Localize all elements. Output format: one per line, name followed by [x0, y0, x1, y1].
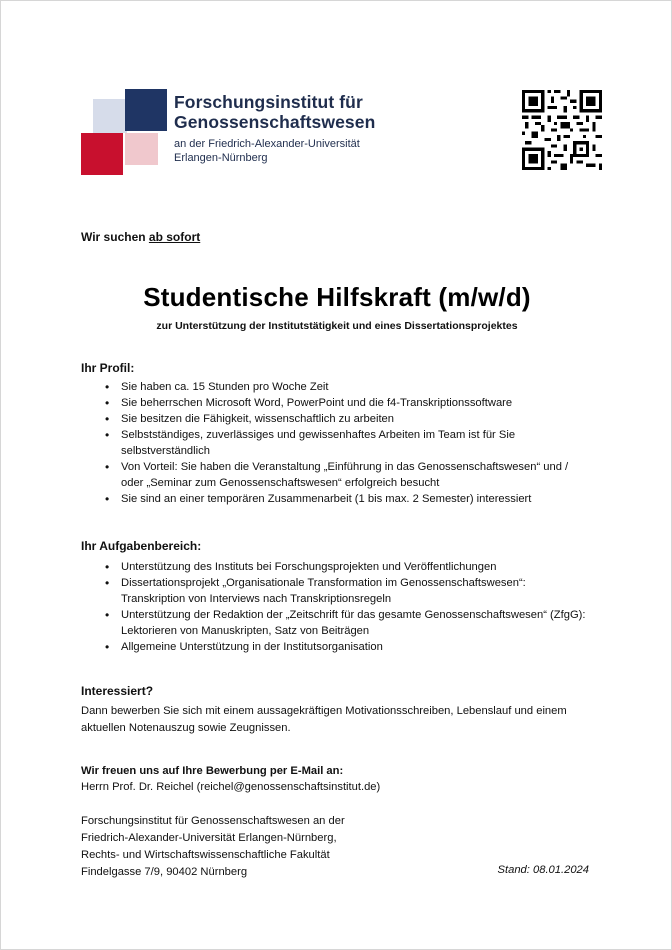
tasks-list	[81, 559, 601, 655]
logo-text	[174, 92, 375, 165]
list-item: • Sie beherrschen Microsoft Word, PowerPoint und die f4-Transkriptionssoftware	[81, 395, 601, 411]
profile-title: Ihr Profil:	[81, 361, 135, 375]
address-line: Forschungsinstitut für Genossenschaftswesen an der	[81, 815, 345, 827]
intro-start-date: ab sofort	[148, 230, 201, 244]
list-item: • Unterstützung der Redaktion der „Zeitschrift für das gesamte Genossenschaftswesen“ (ZfgG): Lektorieren von Manuskripten, Satz von Beiträgen	[81, 607, 596, 639]
intro-prefix: Wir suchen	[81, 230, 149, 244]
intro-line	[81, 230, 200, 244]
document-date: Stand: 08.01.2024	[497, 864, 589, 876]
tasks-title: Ihr Aufgabenbereich:	[81, 539, 202, 553]
logo-mark-icon	[81, 89, 167, 175]
contact-title: Wir freuen uns auf Ihre Bewerbung per E-Mail an:	[81, 765, 344, 777]
job-title: Studentische Hilfskraft (m/w/d)	[143, 282, 531, 312]
address-line: Findelgasse 7/9, 90402 Nürnberg	[81, 866, 248, 878]
logo-sub-line1: an der Friedrich-Alexander-Universität	[174, 138, 360, 150]
interest-text: Dann bewerben Sie sich mit einem aussagekräftigen Motivationsschreiben, Lebenslauf und einem aktuellen Notenauszug sowie Zeugnissen.	[81, 705, 567, 734]
list-item: • Sie haben ca. 15 Stunden pro Woche Zeit	[81, 379, 601, 395]
logo-title-line1: Forschungsinstitut für	[174, 92, 363, 112]
interest-title: Interessiert?	[81, 684, 154, 698]
job-subtitle: zur Unterstützung der Institutstätigkeit und eines Dissertationsprojektes	[156, 320, 518, 332]
logo-title-line2: Genossenschaftswesen	[174, 112, 376, 132]
list-item: • Allgemeine Unterstützung in der Institutsorganisation	[81, 639, 601, 655]
list-item: • Sie besitzen die Fähigkeit, wissenschaftlich zu arbeiten	[81, 411, 601, 427]
institute-address	[81, 813, 345, 881]
list-item: • Von Vorteil: Sie haben die Veranstaltung „Einführung in das Genossenschaftswesen“ und / oder „Seminar zum Genossenschaftswesen“ erfolgreich besucht	[81, 459, 576, 491]
address-line: Friedrich-Alexander-Universität Erlangen-Nürnberg,	[81, 832, 337, 844]
list-item: • Sie sind an einer temporären Zusammenarbeit (1 bis max. 2 Semester) interessiert	[81, 491, 601, 507]
list-item: • Dissertationsprojekt „Organisationale Transformation im Genossenschaftswesen“: Transkription von Interviews nach Transkriptionsregeln	[81, 575, 576, 607]
list-item: • Unterstützung des Instituts bei Forschungsprojekten und Veröffentlichungen	[81, 559, 601, 575]
contact-person: Herrn Prof. Dr. Reichel (reichel@genossenschaftsinstitut.de)	[81, 781, 381, 793]
logo-sub-line2: Erlangen-Nürnberg	[174, 152, 268, 164]
institute-logo	[81, 89, 411, 179]
qr-code-icon	[522, 90, 602, 170]
profile-list	[81, 379, 601, 507]
address-line: Rechts- und Wirtschaftswissenschaftliche Fakultät	[81, 849, 330, 861]
list-item: • Selbstständiges, zuverlässiges und gewissenhaftes Arbeiten im Team ist für Sie selbstverständlich	[81, 427, 551, 459]
